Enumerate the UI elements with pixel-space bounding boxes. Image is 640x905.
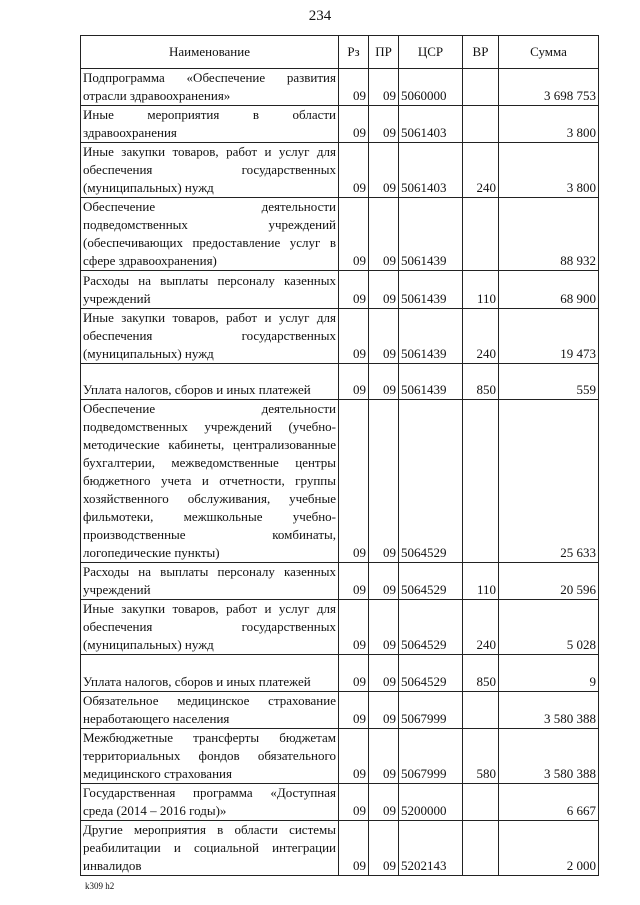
row-pr: 09 bbox=[369, 198, 399, 271]
footer-code: k309 h2 bbox=[85, 881, 115, 891]
table-row bbox=[81, 143, 599, 198]
header-name: Наименование bbox=[81, 36, 339, 69]
row-pr: 09 bbox=[369, 106, 399, 143]
table-row bbox=[81, 692, 599, 729]
row-name: Иные мероприятия в области здравоохранения bbox=[81, 106, 339, 143]
row-rz: 09 bbox=[339, 309, 369, 364]
row-sum: 3 698 753 bbox=[499, 69, 599, 106]
table-row bbox=[81, 271, 599, 309]
header-sum: Сумма bbox=[499, 36, 599, 69]
table-row bbox=[81, 655, 599, 692]
budget-table bbox=[80, 35, 599, 876]
row-name: Расходы на выплаты персоналу казенных учреждений bbox=[81, 563, 339, 600]
table-row bbox=[81, 400, 599, 563]
row-rz: 09 bbox=[339, 69, 369, 106]
row-sum: 3 580 388 bbox=[499, 692, 599, 729]
row-sum: 25 633 bbox=[499, 400, 599, 563]
row-sum: 3 800 bbox=[499, 106, 599, 143]
table-row bbox=[81, 729, 599, 784]
row-name: Расходы на выплаты персоналу казенных учреждений bbox=[81, 271, 339, 309]
row-csr: 5060000 bbox=[399, 69, 463, 106]
page-number: 234 bbox=[308, 8, 332, 24]
row-sum: 88 932 bbox=[499, 198, 599, 271]
row-pr: 09 bbox=[369, 821, 399, 876]
row-name: Другие мероприятия в области системы реабилитации и социальной интеграции инвалидов bbox=[81, 821, 339, 876]
row-vr bbox=[463, 69, 499, 106]
row-csr: 5064529 bbox=[399, 400, 463, 563]
row-vr bbox=[463, 692, 499, 729]
row-pr: 09 bbox=[369, 400, 399, 563]
row-rz: 09 bbox=[339, 784, 369, 821]
row-vr bbox=[463, 400, 499, 563]
row-sum: 559 bbox=[499, 364, 599, 400]
row-pr: 09 bbox=[369, 364, 399, 400]
row-rz: 09 bbox=[339, 563, 369, 600]
row-pr: 09 bbox=[369, 784, 399, 821]
row-pr: 09 bbox=[369, 69, 399, 106]
table-row bbox=[81, 563, 599, 600]
row-csr: 5061403 bbox=[399, 106, 463, 143]
row-rz: 09 bbox=[339, 364, 369, 400]
row-rz: 09 bbox=[339, 600, 369, 655]
row-name: Межбюджетные трансферты бюджетам территориальных фондов обязательного медицинского страхования bbox=[81, 729, 339, 784]
row-sum: 3 800 bbox=[499, 143, 599, 198]
row-pr: 09 bbox=[369, 692, 399, 729]
row-name: Обеспечение деятельности подведомственных учреждений (учебно-методические кабинеты, централизованные бухгалтерии, межведомственные центры бюджетного учета и отчетности, группы хозяйственного обслуживания, учебные фильмотеки, межшкольные учебно-производственные комбинаты, логопедические пункты) bbox=[81, 400, 339, 563]
table-row bbox=[81, 106, 599, 143]
table-row bbox=[81, 600, 599, 655]
row-pr: 09 bbox=[369, 309, 399, 364]
row-rz: 09 bbox=[339, 106, 369, 143]
table-row bbox=[81, 784, 599, 821]
row-sum: 19 473 bbox=[499, 309, 599, 364]
row-name: Уплата налогов, сборов и иных платежей bbox=[81, 655, 339, 692]
table-header-row bbox=[81, 36, 599, 69]
row-pr: 09 bbox=[369, 655, 399, 692]
row-vr: 110 bbox=[463, 271, 499, 309]
row-sum: 6 667 bbox=[499, 784, 599, 821]
row-rz: 09 bbox=[339, 400, 369, 563]
row-vr: 110 bbox=[463, 563, 499, 600]
header-rz: Рз bbox=[339, 36, 369, 69]
row-vr: 240 bbox=[463, 600, 499, 655]
row-csr: 5064529 bbox=[399, 600, 463, 655]
header-csr: ЦСР bbox=[399, 36, 463, 69]
row-csr: 5061439 bbox=[399, 364, 463, 400]
row-name: Обеспечение деятельности подведомственных учреждений (обеспечивающих предоставление услуг в сфере здравоохранения) bbox=[81, 198, 339, 271]
row-sum: 2 000 bbox=[499, 821, 599, 876]
row-csr: 5067999 bbox=[399, 692, 463, 729]
table-body bbox=[81, 69, 599, 876]
row-csr: 5061439 bbox=[399, 198, 463, 271]
row-pr: 09 bbox=[369, 600, 399, 655]
row-rz: 09 bbox=[339, 198, 369, 271]
row-vr bbox=[463, 784, 499, 821]
table-row bbox=[81, 69, 599, 106]
row-vr: 240 bbox=[463, 309, 499, 364]
row-sum: 3 580 388 bbox=[499, 729, 599, 784]
row-sum: 9 bbox=[499, 655, 599, 692]
row-name: Государственная программа «Доступная среда (2014 – 2016 годы)» bbox=[81, 784, 339, 821]
row-name: Иные закупки товаров, работ и услуг для обеспечения государственных (муниципальных) нужд bbox=[81, 143, 339, 198]
header-pr: ПР bbox=[369, 36, 399, 69]
row-csr: 5061403 bbox=[399, 143, 463, 198]
row-name: Иные закупки товаров, работ и услуг для обеспечения государственных (муниципальных) нужд bbox=[81, 600, 339, 655]
table-row bbox=[81, 821, 599, 876]
row-pr: 09 bbox=[369, 729, 399, 784]
row-vr bbox=[463, 106, 499, 143]
row-rz: 09 bbox=[339, 271, 369, 309]
row-sum: 68 900 bbox=[499, 271, 599, 309]
row-csr: 5064529 bbox=[399, 655, 463, 692]
row-csr: 5202143 bbox=[399, 821, 463, 876]
table-row bbox=[81, 309, 599, 364]
row-pr: 09 bbox=[369, 143, 399, 198]
row-pr: 09 bbox=[369, 271, 399, 309]
row-rz: 09 bbox=[339, 655, 369, 692]
row-name: Уплата налогов, сборов и иных платежей bbox=[81, 364, 339, 400]
row-vr bbox=[463, 821, 499, 876]
table-row bbox=[81, 198, 599, 271]
row-vr: 240 bbox=[463, 143, 499, 198]
row-sum: 20 596 bbox=[499, 563, 599, 600]
row-csr: 5061439 bbox=[399, 271, 463, 309]
row-pr: 09 bbox=[369, 563, 399, 600]
header-vr: ВР bbox=[463, 36, 499, 69]
row-csr: 5064529 bbox=[399, 563, 463, 600]
row-csr: 5200000 bbox=[399, 784, 463, 821]
row-name: Обязательное медицинское страхование неработающего населения bbox=[81, 692, 339, 729]
row-vr: 580 bbox=[463, 729, 499, 784]
row-vr bbox=[463, 198, 499, 271]
row-sum: 5 028 bbox=[499, 600, 599, 655]
row-vr: 850 bbox=[463, 364, 499, 400]
row-name: Подпрограмма «Обеспечение развития отрасли здравоохранения» bbox=[81, 69, 339, 106]
row-name: Иные закупки товаров, работ и услуг для обеспечения государственных (муниципальных) нужд bbox=[81, 309, 339, 364]
row-rz: 09 bbox=[339, 692, 369, 729]
row-csr: 5061439 bbox=[399, 309, 463, 364]
row-csr: 5067999 bbox=[399, 729, 463, 784]
row-rz: 09 bbox=[339, 821, 369, 876]
row-rz: 09 bbox=[339, 729, 369, 784]
row-rz: 09 bbox=[339, 143, 369, 198]
row-vr: 850 bbox=[463, 655, 499, 692]
table-row bbox=[81, 364, 599, 400]
